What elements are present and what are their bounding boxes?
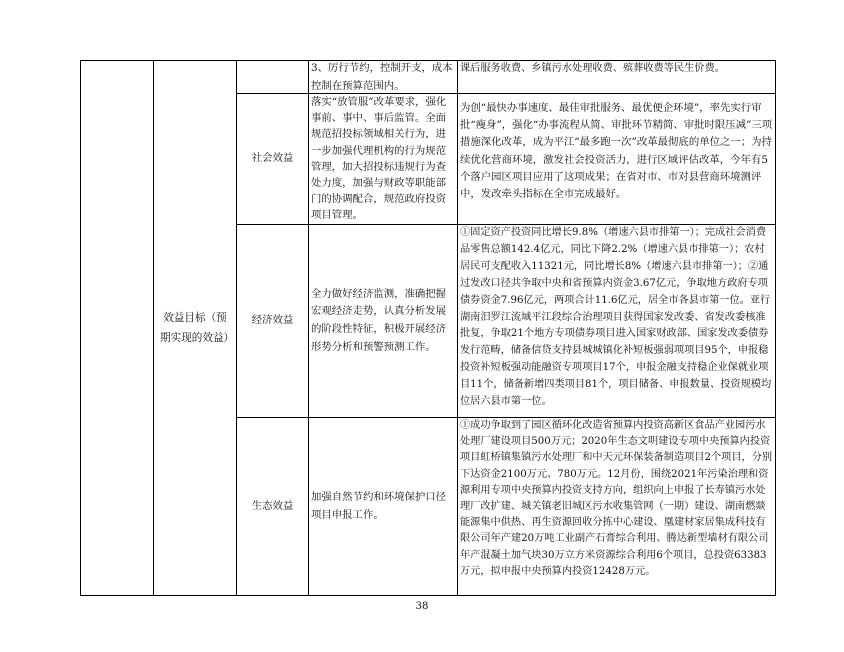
result-cell <box>458 94 775 224</box>
table-right-border <box>775 60 776 596</box>
measure-text: 加强自然节约和环境保护口径项目申报工作。 <box>311 490 447 521</box>
result-text: ①固定资产投资同比增长9.8%（增速六县市排第一）；完成社会消费品零售总额142.4亿元，同比下降2.2%（增速六县市排第一）；农村居民可支配收入11321元，同比增长8%（增速六县市排第一）；②通过发改口径共争取中央和省预算内资金3.67亿元，争取地方政府专项债券资金7.96亿元，两项合计11.6亿元，居全市各县市第一位。亚行湖南汨罗江流域平江段综合治理项目获得国家发改委、省发改委核准批复，争取21个地方专项债券项目进入国家财政部、国家发改委债券发行范畴，储备信贷支持县城城镇化补短板强弱项项目95个，申报稳投资补短板强动能融资专项项目17个，申报金融支持稳企业保就业项目11个，储备新增四类项目81个，项目储备、申报数量、投资规模均位居六县市第一位。 <box>460 227 772 408</box>
result-cell <box>458 225 775 417</box>
measure-cell <box>309 225 457 417</box>
result-cell <box>458 60 775 93</box>
table-bottom-border <box>80 595 776 596</box>
measure-cell <box>309 94 457 224</box>
result-text: 为创“最快办事速度、最佳审批服务、最优便企环境”，率先实行审批“瘦身”，强化“办事流程从简、审批环节精简、审批时限压减”三项措施深化改革，成为平江“最多跑一次”改革最彻底的单位之一；为持续优化营商环境，激发社会投资活力，进行区域评估改革，今年有5个落户园区项目应用了这项成果；在省对市、市对县营商环境测评中，发改牵头指标在全市完成最好。 <box>460 102 773 201</box>
result-cell <box>458 418 775 595</box>
result-text: ①成功争取到了园区循环化改造省预算内投资高新区食品产业园污水处理厂建设项目500万元；2020年生态文明建设专项中央预算内投资项目虹桥镇集镇污水处理厂和中天元环保装备制造项目2个项目，分别下达资金2100万元、780万元。12月份，围绕2021年污染治理和资源利用专项中央预算内投资支持方向，组织向上申报了长寿镇污水处理厂改扩建、城关镇老旧城区污水收集管网（一期）建设、湖南燃燚能源集中供热、再生资源回收分拣中心建设、凰建材家居集成科技有限公司年产建20万吨工业副产石膏综合利用、腾达新型墙材有限公司年产混凝土加气块30万立方米资源综合利用6个项目，总投资63383万元，拟申报中央预算内投资12428万元。 <box>460 420 773 577</box>
indicator-label-social: 社会效益 <box>251 152 294 165</box>
indicator-cell <box>237 418 308 595</box>
section-label: 效益目标（预期实现的效益） <box>160 312 235 344</box>
page-number: 38 <box>415 601 429 612</box>
table-left-border <box>80 60 81 596</box>
measure-text: 3、厉行节约，控制开支，成本控制在预算范围内。 <box>311 62 453 92</box>
indicator-cell <box>237 94 308 224</box>
result-text: 课后服务收费、乡镇污水处理收费、殡葬收费等民生价费。 <box>460 63 725 74</box>
measure-text: 落实“放管服”改革要求，强化事前、事中、事后监管。全面规范招投标领域相关行为，进一步加强代理机构的行为规范管理，加大招投标违规行为查处力度，加强与财政等职能部门的协调配合，规范政府投资项目管理。 <box>311 96 447 222</box>
measure-text: 全力做好经济监测，准确把握宏观经济走势，认真分析发展的阶段性特征，积极开展经济形势分析和预警预测工作。 <box>311 287 447 353</box>
indicator-label-ecological: 生态效益 <box>251 499 294 512</box>
section-label-cell <box>154 61 236 595</box>
measure-cell <box>309 60 457 93</box>
indicator-label-economic: 经济效益 <box>251 314 294 327</box>
measure-cell <box>309 418 457 595</box>
indicator-cell <box>237 225 308 417</box>
